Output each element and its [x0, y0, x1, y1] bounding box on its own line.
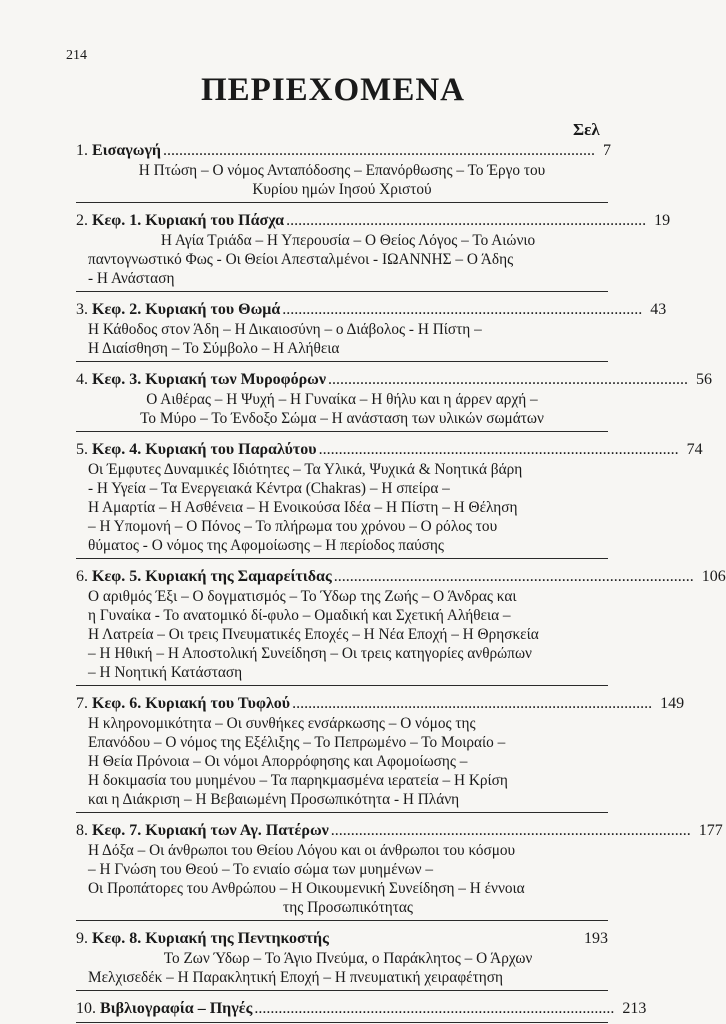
- dot-leader: ..........................................................................................: [254, 1000, 615, 1017]
- table-of-contents: [76, 140, 726, 1023]
- entry-line: - Η Ανάσταση: [88, 270, 175, 287]
- entry-title: Κεφ. 7. Κυριακή των Αγ. Πατέρων: [92, 822, 329, 839]
- entry-page: 74: [686, 441, 703, 458]
- dot-leader: ..........................................................................................: [282, 301, 643, 318]
- entry-line: Η Αμαρτία – Η Ασθένεια – Η Ενοικούσα Ιδέα – Η Πίστη – Η Θέληση: [88, 499, 518, 516]
- entry-title: Εισαγωγή: [92, 142, 162, 159]
- entry-line: Επανόδου – Ο νόμος της Εξέλιξης – Το Πεπρωμένο – Το Μοιραίο –: [88, 734, 506, 751]
- entry-title: Κεφ. 6. Κυριακή του Τυφλού: [92, 695, 291, 712]
- entry-title: Βιβλιογραφία – Πηγές: [100, 1000, 253, 1017]
- entry-number: 3.: [76, 301, 88, 318]
- toc-entry: [76, 140, 612, 203]
- entry-line: Η Αγία Τριάδα – Η Υπερουσία – Ο Θείος Λόγος – Το Αιώνιο: [160, 232, 536, 249]
- entry-title: Κεφ. 8. Κυριακή της Πεντηκοστής: [92, 930, 329, 947]
- entry-page: 106: [701, 568, 726, 585]
- entry-line: Μελχισεδέκ – Η Παρακλητική Εποχή – Η πνευματική χειραφέτηση: [88, 969, 503, 986]
- entry-title: Κεφ. 5. Κυριακή της Σαμαρείτιδας: [92, 568, 332, 585]
- entry-line: θύματος - Ο νόμος της Αφομοίωσης – Η περίοδος παύσης: [88, 537, 444, 554]
- toc-entry: [76, 210, 671, 292]
- entry-line: Το Μύρο – Το Ένδοξο Σώμα – Η ανάσταση των υλικών σωμάτων: [140, 410, 544, 427]
- entry-number: 4.: [76, 371, 88, 388]
- dot-leader: ..........................................................................................: [292, 695, 653, 712]
- entry-line: Η Διαίσθηση – Το Σύμβολο – Η Αλήθεια: [88, 340, 340, 357]
- entry-page: 213: [622, 1000, 647, 1017]
- entry-line: – Η Ηθική – Η Αποστολική Συνείδηση – Οι τρεις κατηγορίες ανθρώπων: [88, 645, 532, 662]
- entry-line: Κυρίου ημών Ιησού Χριστού: [252, 181, 432, 198]
- entry-number: 6.: [76, 568, 88, 585]
- entry-title: Κεφ. 4. Κυριακή του Παραλύτου: [92, 441, 317, 458]
- entry-line: Η Λατρεία – Οι τρεις Πνευματικές Εποχές – Η Νέα Εποχή – Η Θρησκεία: [88, 626, 539, 643]
- entry-line: παντογνωστικό Φως - Οι Θείοι Απεσταλμένοι - ΙΩΑΝΝΗΣ – Ο Άδης: [88, 251, 514, 268]
- entry-line: Οι Έμφυτες Δυναμικές Ιδιότητες – Τα Υλικά, Ψυχικά & Νοητικά βάρη: [88, 461, 523, 478]
- entry-line: Το Ζων Ύδωρ – Το Άγιο Πνεύμα, ο Παράκλητος – Ο Άρχων: [163, 950, 533, 967]
- dot-leader: ..........................................................................................: [318, 441, 679, 458]
- toc-entry: [76, 693, 685, 813]
- entry-number: 8.: [76, 822, 88, 839]
- entry-number: 1.: [76, 142, 88, 159]
- entry-page: 56: [696, 371, 713, 388]
- entry-line: η Γυναίκα - Το ανατομικό δί-φυλο – Ομαδική και Σχετική Αλήθεια –: [88, 607, 511, 624]
- toc-entry: [76, 820, 723, 921]
- entry-line: – Η Υπομονή – Ο Πόνος – Το πλήρωμα του χρόνου – Ο ρόλος του: [88, 518, 498, 535]
- page-title: ΠΕΡΙΕΧΟΜΕΝΑ: [200, 72, 465, 108]
- entry-page: 43: [650, 301, 667, 318]
- entry-line: Η Πτώση – Ο νόμος Ανταπόδοσης – Επανόρθωσης – Το Έργο του: [138, 162, 546, 179]
- entry-page: 7: [603, 142, 612, 159]
- entry-line: - Η Υγεία – Τα Ενεργειακά Κέντρα (Chakras) – Η σπείρα –: [88, 480, 450, 497]
- entry-line: της Προσωπικότητας: [283, 899, 413, 916]
- toc-entry: [76, 369, 713, 432]
- entry-page: 149: [660, 695, 685, 712]
- dot-leader: ..........................................................................................: [286, 212, 647, 229]
- page-number: 214: [66, 48, 87, 63]
- entry-line: Ο Αιθέρας – Η Ψυχή – Η Γυναίκα – Η θήλυ και η άρρεν αρχή –: [146, 391, 538, 408]
- entry-number: 5.: [76, 441, 88, 458]
- dot-leader: ..........................................................................................: [333, 568, 694, 585]
- entry-line: Ο αριθμός Έξι – Ο δογματισμός – Το Ύδωρ της Ζωής – Ο Άνδρας και: [88, 588, 517, 605]
- entry-number: 7.: [76, 695, 88, 712]
- toc-entry: [76, 299, 667, 362]
- entry-line: Η Θεία Πρόνοια – Οι νόμοι Απορρόφησης και Αφομοίωσης –: [88, 753, 468, 770]
- entry-title: Κεφ. 2. Κυριακή του Θωμά: [92, 301, 281, 318]
- toc-entry: [76, 928, 608, 991]
- entry-line: – Η Νοητική Κατάσταση: [88, 664, 243, 681]
- dot-leader: ............................................................................................................: [163, 142, 596, 159]
- entry-line: – Η Γνώση του Θεού – Το ενιαίο σώμα των μυημένων –: [88, 861, 434, 878]
- entry-number: 10.: [76, 1000, 96, 1017]
- entry-line: Η Κάθοδος στον Άδη – Η Δικαιοσύνη – ο Διάβολος - Η Πίστη –: [88, 321, 482, 338]
- page-column-label: Σελ: [573, 120, 600, 139]
- dot-leader: ..........................................................................................: [330, 822, 691, 839]
- entry-line: Η κληρονομικότητα – Οι συνθήκες ενσάρκωσης – Ο νόμος της: [88, 715, 476, 732]
- entry-page: 19: [654, 212, 671, 229]
- entry-number: 9.: [76, 930, 88, 947]
- entry-title: Κεφ. 3. Κυριακή των Μυροφόρων: [92, 371, 327, 388]
- toc-entry: [76, 439, 703, 559]
- dot-leader: ..........................................................................................: [328, 371, 689, 388]
- entry-line: Η δοκιμασία του μυημένου – Τα παρηκμασμένα ιερατεία – Η Κρίση: [88, 772, 508, 789]
- entry-line: Η Δόξα – Οι άνθρωποι του Θείου Λόγου και οι άνθρωποι του κόσμου: [88, 842, 516, 859]
- toc-entry: [76, 566, 726, 686]
- entry-line: Οι Προπάτορες του Ανθρώπου – Η Οικουμενική Συνείδηση – Η έννοια: [88, 880, 525, 897]
- entry-number: 2.: [76, 212, 88, 229]
- entry-page: 177: [698, 822, 723, 839]
- entry-title: Κεφ. 1. Κυριακή του Πάσχα: [92, 212, 285, 229]
- entry-line: και η Διάκριση – Η Βεβαιωμένη Προσωπικότητα - Η Πλάνη: [88, 791, 460, 808]
- toc-entry: [76, 998, 647, 1023]
- entry-page: 193: [584, 930, 608, 947]
